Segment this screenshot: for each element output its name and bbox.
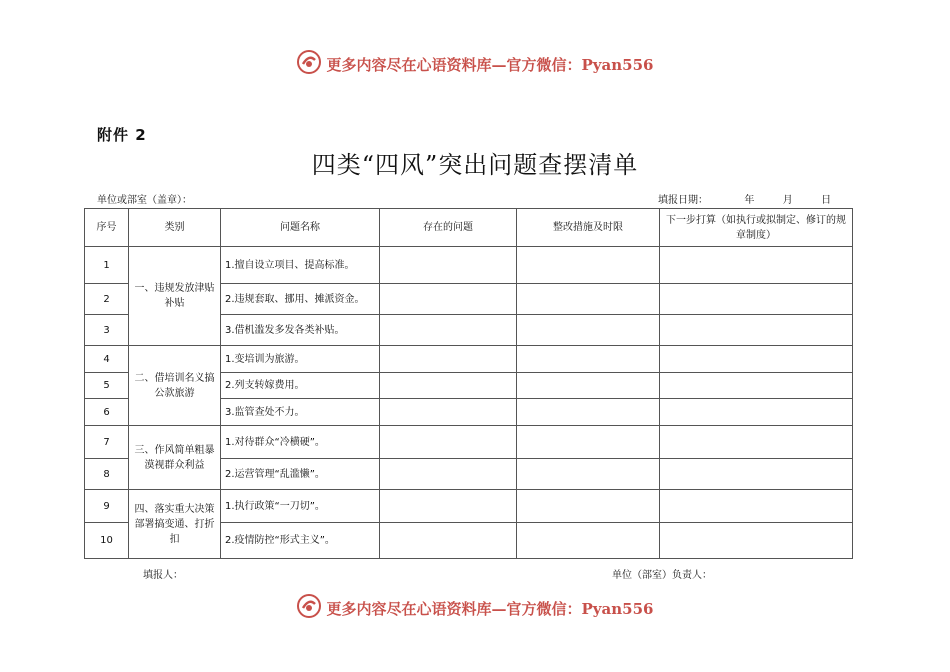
next-plan-cell[interactable] xyxy=(660,459,853,490)
next-plan-cell[interactable] xyxy=(660,284,853,315)
existing-problem-cell[interactable] xyxy=(380,399,517,426)
header-number: 序号 xyxy=(85,209,129,247)
date-month: 月 xyxy=(782,195,793,206)
next-plan-cell[interactable] xyxy=(660,315,853,346)
problem-name-cell: 1.变培训为旅游。 xyxy=(221,346,380,373)
responsible-label: 单位（部室）负责人： xyxy=(612,570,712,581)
watermark-text: 更多内容尽在心语资料库—官方微信：Pyan556 xyxy=(326,599,654,618)
existing-problem-cell[interactable] xyxy=(380,373,517,399)
row-number: 4 xyxy=(85,346,129,373)
page-title: 四类“四风”突出问题查摆清单 xyxy=(311,151,639,179)
existing-problem-cell[interactable] xyxy=(380,490,517,523)
attachment-label: 附件 2 xyxy=(97,126,147,144)
next-plan-cell[interactable] xyxy=(660,346,853,373)
watermark-top xyxy=(0,50,950,78)
date-label: 填报日期： xyxy=(658,195,708,206)
logo-icon xyxy=(297,50,321,78)
problem-name-cell: 2.违规套取、挪用、摊派资金。 xyxy=(221,284,380,315)
rectification-cell[interactable] xyxy=(517,459,660,490)
header-category: 类别 xyxy=(129,209,221,247)
row-number: 1 xyxy=(85,247,129,284)
row-number: 7 xyxy=(85,426,129,459)
row-number: 6 xyxy=(85,399,129,426)
logo-icon xyxy=(297,594,321,622)
rectification-cell[interactable] xyxy=(517,490,660,523)
watermark-text: 更多内容尽在心语资料库—官方微信：Pyan556 xyxy=(326,55,654,74)
next-plan-cell[interactable] xyxy=(660,523,853,559)
next-plan-cell[interactable] xyxy=(660,426,853,459)
table-header-row xyxy=(85,209,853,247)
date-line xyxy=(658,191,831,206)
unit-label: 单位或部室（盖章）： xyxy=(97,195,192,206)
problem-table xyxy=(84,208,853,559)
rectification-cell[interactable] xyxy=(517,284,660,315)
rectification-cell[interactable] xyxy=(517,426,660,459)
category-cell: 二、借培训名义搞公款旅游 xyxy=(129,346,221,426)
rectification-cell[interactable] xyxy=(517,346,660,373)
problem-name-cell: 1.擅自设立项目、提高标准。 xyxy=(221,247,380,284)
row-number: 2 xyxy=(85,284,129,315)
row-number: 5 xyxy=(85,373,129,399)
existing-problem-cell[interactable] xyxy=(380,247,517,284)
existing-problem-cell[interactable] xyxy=(380,284,517,315)
filler-label: 填报人： xyxy=(143,570,183,581)
problem-name-cell: 2.疫情防控“形式主义”。 xyxy=(221,523,380,559)
table-row xyxy=(85,490,853,523)
problem-name-cell: 1.执行政策“一刀切”。 xyxy=(221,490,380,523)
date-year: 年 xyxy=(744,195,755,206)
table-row xyxy=(85,247,853,284)
next-plan-cell[interactable] xyxy=(660,247,853,284)
rectification-cell[interactable] xyxy=(517,373,660,399)
problem-name-cell: 3.监管查处不力。 xyxy=(221,399,380,426)
date-day: 日 xyxy=(821,195,832,206)
row-number: 10 xyxy=(85,523,129,559)
rectification-cell[interactable] xyxy=(517,399,660,426)
table-row xyxy=(85,346,853,373)
problem-name-cell: 1.对待群众“冷横硬”。 xyxy=(221,426,380,459)
category-cell: 四、落实重大决策部署搞变通、打折扣 xyxy=(129,490,221,559)
next-plan-cell[interactable] xyxy=(660,399,853,426)
row-number: 3 xyxy=(85,315,129,346)
table-row xyxy=(85,426,853,459)
row-number: 8 xyxy=(85,459,129,490)
problem-name-cell: 2.列支转嫁费用。 xyxy=(221,373,380,399)
existing-problem-cell[interactable] xyxy=(380,459,517,490)
existing-problem-cell[interactable] xyxy=(380,315,517,346)
header-existing-problem: 存在的问题 xyxy=(380,209,517,247)
problem-name-cell: 3.借机滥发多发各类补贴。 xyxy=(221,315,380,346)
category-cell: 一、违规发放津贴补贴 xyxy=(129,247,221,346)
header-problem-name: 问题名称 xyxy=(221,209,380,247)
next-plan-cell[interactable] xyxy=(660,373,853,399)
header-rectification: 整改措施及时限 xyxy=(517,209,660,247)
header-next-plan: 下一步打算（如执行或拟制定、修订的规章制度） xyxy=(660,209,853,247)
watermark-bottom xyxy=(0,594,950,622)
problem-name-cell: 2.运营管理“乱滥懒”。 xyxy=(221,459,380,490)
rectification-cell[interactable] xyxy=(517,523,660,559)
existing-problem-cell[interactable] xyxy=(380,523,517,559)
rectification-cell[interactable] xyxy=(517,247,660,284)
category-cell: 三、作风简单粗暴漠视群众利益 xyxy=(129,426,221,490)
next-plan-cell[interactable] xyxy=(660,490,853,523)
rectification-cell[interactable] xyxy=(517,315,660,346)
row-number: 9 xyxy=(85,490,129,523)
existing-problem-cell[interactable] xyxy=(380,346,517,373)
existing-problem-cell[interactable] xyxy=(380,426,517,459)
